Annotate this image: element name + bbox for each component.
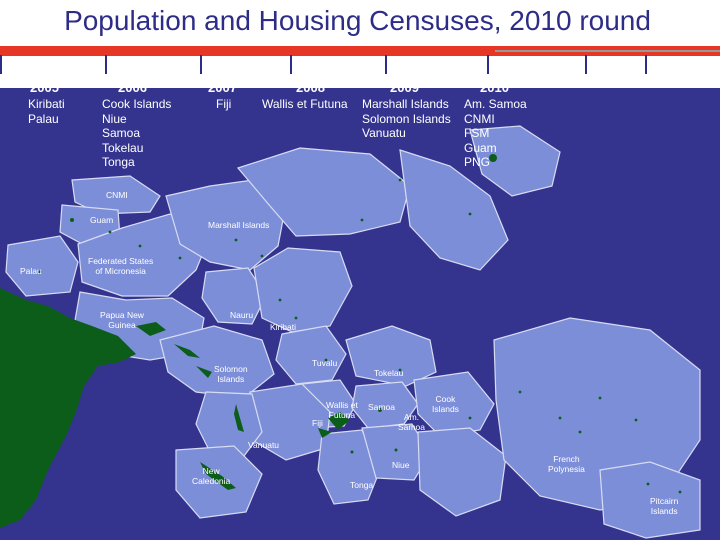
year-2006: 2006 [118,80,147,95]
map-label-solomon-islands [214,364,248,384]
guam-land [70,218,74,222]
countries-2007 [216,97,231,112]
map-label-cook-islands [432,394,459,414]
eez-regions [6,126,700,538]
map-label-nauru: Nauru [230,310,254,320]
region-cook-south [418,428,506,516]
island-dot [635,419,638,422]
country-name: Kiribati [28,97,65,111]
region-tuvalu [276,326,346,384]
country-name: Vanuatu [362,126,406,140]
label-line: of Micronesia [95,266,146,276]
country-name: FSM [464,126,490,140]
island-dot [469,417,472,420]
year-2005: 2005 [30,80,59,95]
country-name: Marshall Islands [362,97,449,111]
region-solomon [160,326,274,398]
island-dot [519,391,522,394]
timeline-tick [487,55,489,74]
label-line: Solomon [214,364,248,374]
countries-2006 [102,97,171,170]
timeline-tick [200,55,202,74]
country-name: CNMI [464,111,495,126]
timeline-track [495,50,720,52]
tonga-land [351,451,354,454]
country-name: Fiji [216,97,232,111]
map-label-new-caledonia [192,466,230,486]
country-name: Samoa [102,126,141,140]
countries-2009 [362,97,451,141]
island-dot [679,491,682,494]
label-line: Cook [435,394,456,404]
countries-2008 [262,97,348,112]
label-line: Polynesia [548,464,585,474]
island-dot [647,483,650,486]
label-line: Am. [403,412,420,422]
country-name: Palau [28,111,59,126]
timeline-tick [105,55,107,74]
label-line: Papua New [100,310,144,320]
island-dot [579,431,582,434]
region-kiribati-west [254,248,352,332]
timeline-tick [290,55,292,74]
country-name: Wallis et Futuna [262,97,348,111]
label-line: Islands [650,506,678,516]
timeline-tick [385,55,387,74]
page-title: Population and Housing Censuses, 2010 round [64,5,651,36]
map-label-tokelau: Tokelau [374,368,404,378]
region-palau [6,236,78,296]
map-label-tonga: Tonga [350,480,374,490]
island-dot [279,299,282,302]
map-label-cnmi: CNMI [106,190,128,200]
timeline-tick [585,55,587,74]
country-name: Am. Samoa [464,97,527,111]
year-2009: 2009 [390,80,419,95]
label-line: Futuna [328,410,356,420]
island-dot [235,239,238,242]
island-dot [261,255,264,258]
countries-2010 [464,97,527,170]
island-dot [361,219,364,222]
year-2007: 2007 [208,80,237,95]
island-dot [295,317,298,320]
countries-2005 [28,97,65,126]
island-dot [469,213,472,216]
country-name: Tokelau [102,140,144,155]
map-label-am-samoa [398,412,425,432]
label-line: Guinea [108,320,136,330]
timeline-tick [645,55,647,74]
map-label-wallis-futuna [326,400,358,420]
country-name: Solomon Islands [362,111,451,126]
label-line: Islands [432,404,459,414]
map-label-tuvalu: Tuvalu [312,358,338,368]
label-line: Caledonia [192,476,231,486]
map-label-pitcairn-islands [650,496,678,516]
island-dot [109,231,112,234]
map-label-fiji: Fiji [312,418,323,428]
label-line: New [202,466,220,476]
label-line: Federated States [88,256,154,266]
map-label-vanuatu: Vanuatu [248,440,280,450]
map-label-niue: Niue [392,460,410,470]
niue-land [395,449,398,452]
map-label-guam: Guam [90,215,114,225]
island-dot [139,245,142,248]
country-name: Guam [464,140,497,155]
label-line: Samoa [398,422,425,432]
island-dot [599,397,602,400]
map-label-png [100,310,144,330]
island-dot [559,417,562,420]
label-line: Islands [217,374,245,384]
label-line: French [553,454,580,464]
island-dot [399,179,402,182]
timeline-tick [0,55,2,74]
country-name: PNG [464,155,491,169]
island-dot [179,257,182,260]
year-2008: 2008 [296,80,325,95]
country-name: Cook Islands [102,97,172,111]
map-label-palau: Palau [20,266,42,276]
label-line: Pitcairn [650,496,679,506]
map-label-marshall-islands: Marshall Islands [208,220,270,230]
year-2010: 2010 [480,80,509,95]
label-line: Wallis et [326,400,358,410]
map-label-kiribati: Kiribati [270,322,296,332]
country-name: Niue [102,111,127,126]
map-label-samoa: Samoa [368,402,395,412]
country-name: Tonga [102,155,135,169]
map-label-fsm [88,256,153,276]
map-label-french-polynesia [548,454,585,474]
